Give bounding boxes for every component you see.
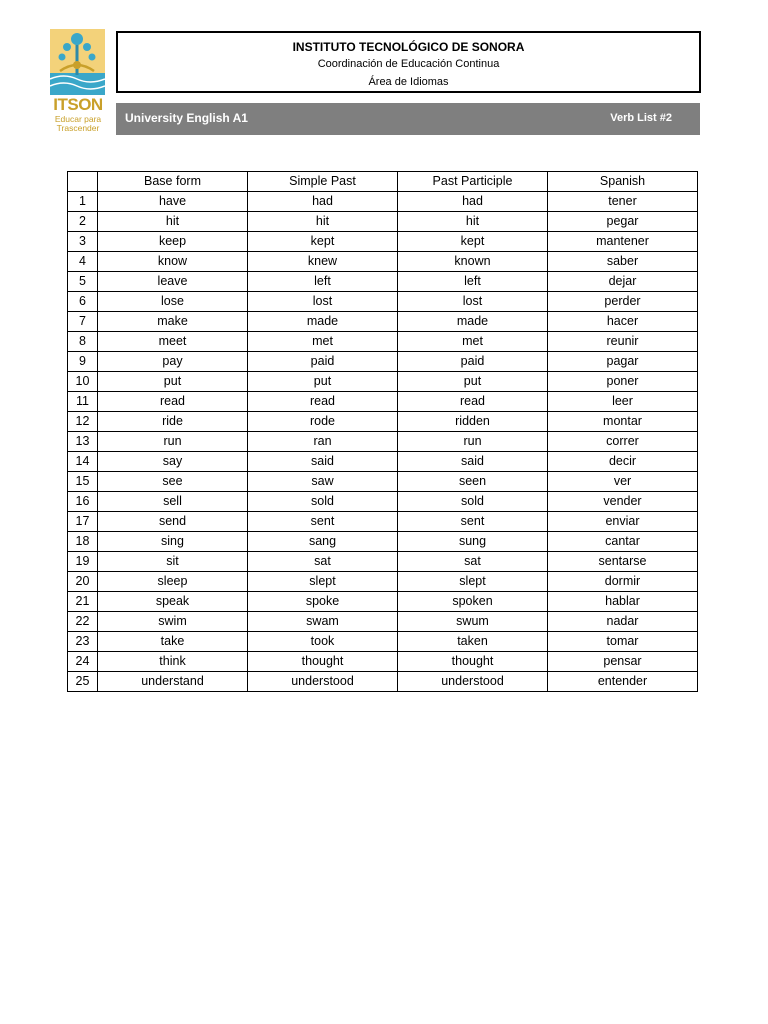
spanish-cell: leer bbox=[548, 392, 698, 412]
simple-past-cell: rode bbox=[248, 412, 398, 432]
past-participle-cell: sent bbox=[398, 512, 548, 532]
simple-past-cell: understood bbox=[248, 672, 398, 692]
spanish-cell: pensar bbox=[548, 652, 698, 672]
verb-table bbox=[67, 171, 698, 692]
past-participle-cell: made bbox=[398, 312, 548, 332]
table-row bbox=[68, 372, 698, 392]
row-number: 2 bbox=[68, 212, 98, 232]
base-form-cell: send bbox=[98, 512, 248, 532]
row-number: 19 bbox=[68, 552, 98, 572]
row-number: 14 bbox=[68, 452, 98, 472]
spanish-cell: perder bbox=[548, 292, 698, 312]
spanish-cell: hablar bbox=[548, 592, 698, 612]
simple-past-cell: took bbox=[248, 632, 398, 652]
course-band bbox=[116, 103, 700, 135]
area-name: Área de Idiomas bbox=[368, 76, 449, 88]
row-number: 24 bbox=[68, 652, 98, 672]
base-form-cell: sell bbox=[98, 492, 248, 512]
table-header-row bbox=[68, 172, 698, 192]
table-row bbox=[68, 632, 698, 652]
spanish-cell: correr bbox=[548, 432, 698, 452]
base-form-cell: pay bbox=[98, 352, 248, 372]
row-number: 18 bbox=[68, 532, 98, 552]
spanish-cell: dormir bbox=[548, 572, 698, 592]
simple-past-cell: knew bbox=[248, 252, 398, 272]
table-row bbox=[68, 352, 698, 372]
course-title: University English A1 bbox=[125, 111, 248, 125]
past-participle-cell: understood bbox=[398, 672, 548, 692]
simple-past-cell: sat bbox=[248, 552, 398, 572]
simple-past-cell: made bbox=[248, 312, 398, 332]
table-row bbox=[68, 412, 698, 432]
past-participle-cell: spoken bbox=[398, 592, 548, 612]
table-row bbox=[68, 572, 698, 592]
column-header-base-form: Base form bbox=[98, 172, 248, 192]
spanish-cell: poner bbox=[548, 372, 698, 392]
past-participle-cell: taken bbox=[398, 632, 548, 652]
base-form-cell: put bbox=[98, 372, 248, 392]
spanish-cell: ver bbox=[548, 472, 698, 492]
spanish-cell: dejar bbox=[548, 272, 698, 292]
row-number: 17 bbox=[68, 512, 98, 532]
row-number: 21 bbox=[68, 592, 98, 612]
spanish-cell: nadar bbox=[548, 612, 698, 632]
simple-past-cell: hit bbox=[248, 212, 398, 232]
spanish-cell: entender bbox=[548, 672, 698, 692]
base-form-cell: run bbox=[98, 432, 248, 452]
itson-emblem-icon bbox=[50, 29, 105, 95]
row-number: 10 bbox=[68, 372, 98, 392]
spanish-cell: saber bbox=[548, 252, 698, 272]
table-row bbox=[68, 252, 698, 272]
past-participle-cell: had bbox=[398, 192, 548, 212]
base-form-cell: say bbox=[98, 452, 248, 472]
base-form-cell: understand bbox=[98, 672, 248, 692]
table-row bbox=[68, 592, 698, 612]
past-participle-cell: sung bbox=[398, 532, 548, 552]
logo-tagline-line1: Educar para bbox=[54, 114, 102, 124]
spanish-cell: sentarse bbox=[548, 552, 698, 572]
past-participle-cell: slept bbox=[398, 572, 548, 592]
simple-past-cell: thought bbox=[248, 652, 398, 672]
simple-past-cell: met bbox=[248, 332, 398, 352]
column-header-spanish: Spanish bbox=[548, 172, 698, 192]
document-header bbox=[116, 31, 701, 93]
base-form-cell: take bbox=[98, 632, 248, 652]
spanish-cell: pegar bbox=[548, 212, 698, 232]
table-row bbox=[68, 552, 698, 572]
table-row bbox=[68, 332, 698, 352]
spanish-cell: mantener bbox=[548, 232, 698, 252]
logo-tagline bbox=[48, 115, 108, 133]
row-number: 6 bbox=[68, 292, 98, 312]
base-form-cell: keep bbox=[98, 232, 248, 252]
simple-past-cell: said bbox=[248, 452, 398, 472]
base-form-cell: make bbox=[98, 312, 248, 332]
simple-past-cell: sang bbox=[248, 532, 398, 552]
past-participle-cell: lost bbox=[398, 292, 548, 312]
row-number: 8 bbox=[68, 332, 98, 352]
column-header-past-participle: Past Participle bbox=[398, 172, 548, 192]
past-participle-cell: put bbox=[398, 372, 548, 392]
table-row bbox=[68, 272, 698, 292]
department-name: Coordinación de Educación Continua bbox=[317, 58, 500, 70]
table-row bbox=[68, 512, 698, 532]
table-row bbox=[68, 452, 698, 472]
simple-past-cell: paid bbox=[248, 352, 398, 372]
spanish-cell: hacer bbox=[548, 312, 698, 332]
row-number: 16 bbox=[68, 492, 98, 512]
past-participle-cell: sat bbox=[398, 552, 548, 572]
spanish-cell: montar bbox=[548, 412, 698, 432]
simple-past-cell: ran bbox=[248, 432, 398, 452]
itson-logo bbox=[50, 29, 105, 139]
simple-past-cell: saw bbox=[248, 472, 398, 492]
table-row bbox=[68, 192, 698, 212]
past-participle-cell: read bbox=[398, 392, 548, 412]
simple-past-cell: kept bbox=[248, 232, 398, 252]
row-number: 5 bbox=[68, 272, 98, 292]
simple-past-cell: read bbox=[248, 392, 398, 412]
row-number: 11 bbox=[68, 392, 98, 412]
base-form-cell: see bbox=[98, 472, 248, 492]
row-number: 4 bbox=[68, 252, 98, 272]
table-row bbox=[68, 392, 698, 412]
table-row bbox=[68, 672, 698, 692]
table-row bbox=[68, 532, 698, 552]
past-participle-cell: swum bbox=[398, 612, 548, 632]
table-row bbox=[68, 432, 698, 452]
past-participle-cell: kept bbox=[398, 232, 548, 252]
verb-table-body bbox=[68, 192, 698, 692]
past-participle-cell: left bbox=[398, 272, 548, 292]
row-number: 23 bbox=[68, 632, 98, 652]
base-form-cell: lose bbox=[98, 292, 248, 312]
row-number: 25 bbox=[68, 672, 98, 692]
row-number: 1 bbox=[68, 192, 98, 212]
base-form-cell: hit bbox=[98, 212, 248, 232]
past-participle-cell: run bbox=[398, 432, 548, 452]
spanish-cell: vender bbox=[548, 492, 698, 512]
simple-past-cell: had bbox=[248, 192, 398, 212]
row-number: 20 bbox=[68, 572, 98, 592]
past-participle-cell: said bbox=[398, 452, 548, 472]
base-form-cell: sleep bbox=[98, 572, 248, 592]
table-row bbox=[68, 292, 698, 312]
past-participle-cell: hit bbox=[398, 212, 548, 232]
past-participle-cell: thought bbox=[398, 652, 548, 672]
simple-past-cell: left bbox=[248, 272, 398, 292]
spanish-cell: reunir bbox=[548, 332, 698, 352]
simple-past-cell: put bbox=[248, 372, 398, 392]
past-participle-cell: paid bbox=[398, 352, 548, 372]
past-participle-cell: seen bbox=[398, 472, 548, 492]
row-number: 22 bbox=[68, 612, 98, 632]
simple-past-cell: sent bbox=[248, 512, 398, 532]
table-row bbox=[68, 312, 698, 332]
table-row bbox=[68, 492, 698, 512]
spanish-cell: tener bbox=[548, 192, 698, 212]
table-row bbox=[68, 652, 698, 672]
column-header-number bbox=[68, 172, 98, 192]
base-form-cell: think bbox=[98, 652, 248, 672]
base-form-cell: speak bbox=[98, 592, 248, 612]
table-row bbox=[68, 472, 698, 492]
base-form-cell: sing bbox=[98, 532, 248, 552]
past-participle-cell: known bbox=[398, 252, 548, 272]
table-row bbox=[68, 212, 698, 232]
base-form-cell: read bbox=[98, 392, 248, 412]
row-number: 7 bbox=[68, 312, 98, 332]
spanish-cell: decir bbox=[548, 452, 698, 472]
row-number: 3 bbox=[68, 232, 98, 252]
table-row bbox=[68, 232, 698, 252]
row-number: 9 bbox=[68, 352, 98, 372]
base-form-cell: know bbox=[98, 252, 248, 272]
past-participle-cell: met bbox=[398, 332, 548, 352]
logo-tagline-line2: Trascender bbox=[56, 123, 100, 133]
base-form-cell: leave bbox=[98, 272, 248, 292]
past-participle-cell: sold bbox=[398, 492, 548, 512]
row-number: 13 bbox=[68, 432, 98, 452]
spanish-cell: tomar bbox=[548, 632, 698, 652]
logo-wordmark: ITSON bbox=[53, 95, 103, 114]
base-form-cell: meet bbox=[98, 332, 248, 352]
simple-past-cell: sold bbox=[248, 492, 398, 512]
simple-past-cell: spoke bbox=[248, 592, 398, 612]
spanish-cell: cantar bbox=[548, 532, 698, 552]
spanish-cell: pagar bbox=[548, 352, 698, 372]
table-row bbox=[68, 612, 698, 632]
simple-past-cell: swam bbox=[248, 612, 398, 632]
base-form-cell: swim bbox=[98, 612, 248, 632]
simple-past-cell: lost bbox=[248, 292, 398, 312]
simple-past-cell: slept bbox=[248, 572, 398, 592]
column-header-simple-past: Simple Past bbox=[248, 172, 398, 192]
base-form-cell: have bbox=[98, 192, 248, 212]
base-form-cell: sit bbox=[98, 552, 248, 572]
row-number: 12 bbox=[68, 412, 98, 432]
spanish-cell: enviar bbox=[548, 512, 698, 532]
row-number: 15 bbox=[68, 472, 98, 492]
institution-name: INSTITUTO TECNOLÓGICO DE SONORA bbox=[292, 40, 525, 54]
verb-list-label: Verb List #2 bbox=[610, 112, 672, 124]
base-form-cell: ride bbox=[98, 412, 248, 432]
past-participle-cell: ridden bbox=[398, 412, 548, 432]
